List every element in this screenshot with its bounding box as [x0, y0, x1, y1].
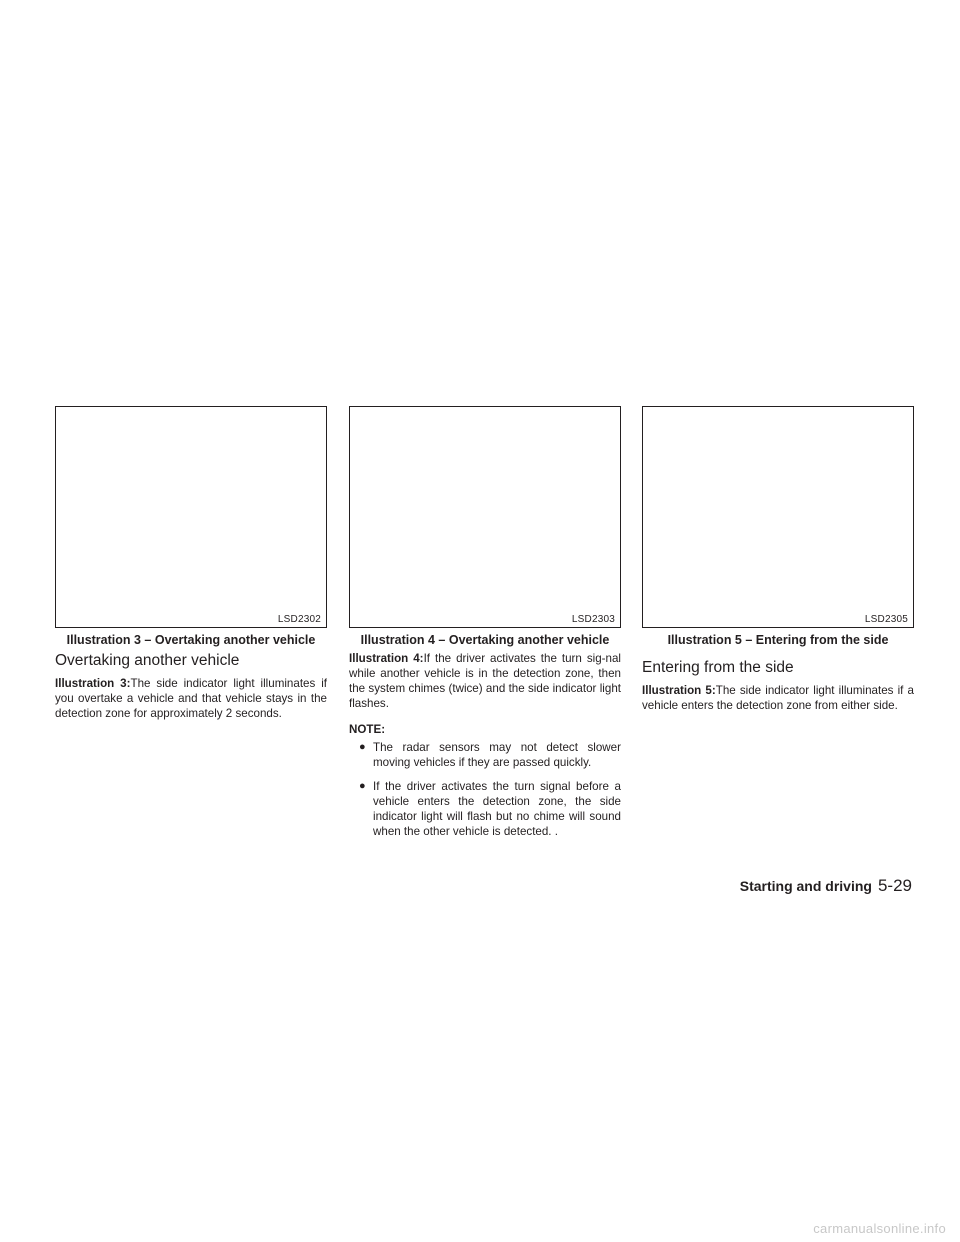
figure-caption: Illustration 4 – Overtaking another vehicle [360, 633, 610, 647]
column-1 [55, 406, 327, 721]
figure-code: LSD2305 [864, 614, 908, 625]
column-3 [642, 406, 914, 713]
page-footer [740, 876, 912, 896]
figure-code: LSD2303 [571, 614, 615, 625]
paragraph-text: The side indicator light illuminates if you overtake a vehicle and that vehicle stays in the detection zone for approximately 2 seconds. [55, 677, 327, 720]
figure-code: LSD2302 [277, 614, 321, 625]
column-2 [349, 406, 621, 848]
page-number: 5-29 [877, 876, 912, 895]
figure-caption: Illustration 5 – Entering from the side [667, 633, 889, 647]
note-label: NOTE: [349, 723, 386, 736]
note-list [349, 740, 621, 839]
paragraph-lead: Illustration 3: [55, 677, 131, 690]
illustration-5-figure [642, 406, 914, 628]
illustration-4-figure [349, 406, 621, 628]
list-item-text: The radar sensors may not detect slower moving vehicles if they are passed quickly. [373, 741, 621, 769]
section-heading: Overtaking another vehicle [55, 652, 240, 669]
bullet-icon: ● [359, 741, 366, 753]
paragraph [349, 651, 621, 711]
paragraph-text: If the driver activates the turn sig-nal while another vehicle is in the detection zone, then the system chimes (twice) and the side indicator light flashes. [349, 652, 621, 710]
list-item [349, 740, 621, 770]
paragraph-lead: Illustration 5: [642, 684, 716, 697]
bullet-icon: ● [359, 780, 366, 792]
illustration-3-figure [55, 406, 327, 628]
paragraph-text: The side indicator light illuminates if a vehicle enters the detection zone from either side. [642, 684, 914, 712]
watermark: carmanualsonline.info [813, 1221, 946, 1236]
section-heading: Entering from the side [642, 659, 794, 676]
paragraph [642, 683, 914, 713]
list-item-text: If the driver activates the turn signal before a vehicle enters the detection zone, the side indicator light will flash but no chime will sound when the other vehicle is detected. . [373, 780, 621, 838]
list-item [349, 779, 621, 839]
paragraph-lead: Illustration 4: [349, 652, 424, 665]
figure-caption: Illustration 3 – Overtaking another vehicle [66, 633, 316, 647]
paragraph [55, 676, 327, 721]
footer-section-title: Starting and driving [739, 878, 872, 894]
